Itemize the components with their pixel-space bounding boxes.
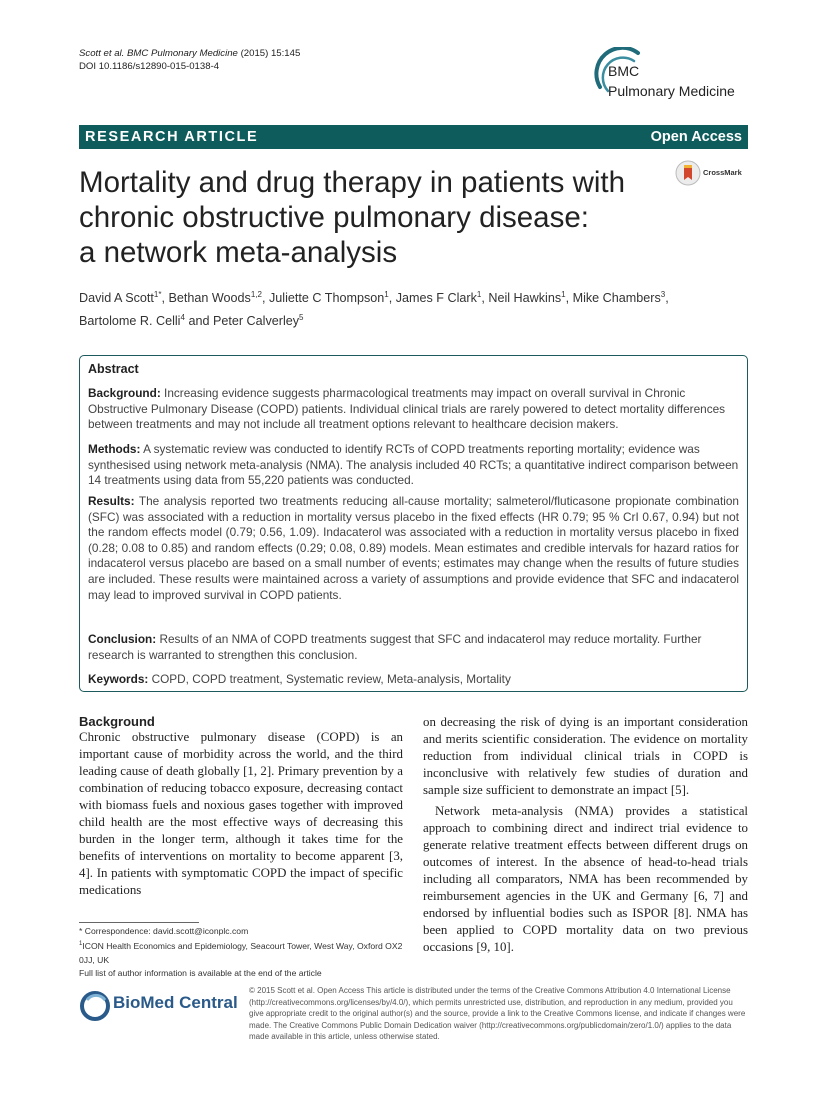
journal-logo-line2: Pulmonary Medicine — [608, 83, 735, 99]
abstract-background-label: Background: — [88, 386, 161, 400]
doi[interactable]: DOI 10.1186/s12890-015-0138-4 — [79, 61, 220, 72]
crossmark-label: CrossMark — [703, 168, 742, 177]
abstract-conclusion-text: Results of an NMA of COPD treatments suggest that SFC and indacaterol may reduce mortality. Further research is warranted to strengthen this conclusion. — [88, 632, 702, 662]
abstract-heading: Abstract — [88, 362, 139, 376]
author-list: David A Scott$^{1*}$, Bethan Woods$^{1,2}$, Juliette C Thompson$^1$, James F Clark$^1$, Neil Hawkins$^1$, Mike Chambers$^3$, Bartolome R. Celli$^4$ and Peter Calverley$^5$ — [79, 290, 669, 329]
publisher-name: BioMed Central — [113, 993, 238, 1012]
journal-logo-line1: BMC — [608, 63, 640, 79]
abstract-background-text: Increasing evidence suggests pharmacological treatments may impact on overall survival in Chronic Obstructive Pulmonary Disease (COPD) patients. Individual clinical trials are rarely powered to detect mortality differences between treatments and may not include all treatment options relevant to healthcare decision makers. — [88, 386, 726, 432]
body-paragraph: on decreasing the risk of dying is an important consideration and merits scientific consideration. The evidence on mortality reduction from individual clinical trials in COPD is inconclusive with relatively few studies of duration and sample size sufficient to demonstrate an impact [5]. — [423, 715, 748, 797]
citation-line — [79, 47, 300, 60]
crossmark-badge[interactable] — [675, 160, 753, 186]
abstract-box — [79, 355, 748, 692]
abstract-methods — [88, 442, 739, 489]
abstract-background — [88, 386, 739, 433]
body-right-column — [423, 714, 748, 956]
abstract-methods-label: Methods: — [88, 442, 141, 456]
publisher-logo[interactable] — [79, 988, 239, 1028]
footnote-divider — [79, 922, 199, 923]
correspondence-note[interactable]: * Correspondence: david.scott@iconplc.com — [79, 926, 249, 936]
abstract-results-label: Results: — [88, 494, 135, 508]
abstract-results — [88, 494, 739, 603]
author[interactable]: David A Scott$^{1*}$ — [79, 290, 162, 306]
author[interactable]: Bartolome R. Celli$^4$ — [79, 313, 185, 329]
author[interactable]: Mike Chambers$^3$ — [572, 290, 666, 306]
journal-logo[interactable] — [594, 47, 754, 103]
author-info-note: Full list of author information is available at the end of the article — [79, 968, 322, 979]
body-paragraph: Chronic obstructive pulmonary disease (COPD) is an important cause of morbidity across the world, and the third leading cause of death globally [1, 2]. Primary prevention by a combination of reducing tobacco exposure, decreasing contact with biomass fuels and noxious gases together with improved child health are the most effective ways of decreasing this burden in the longer term, although it takes time for the benefits of interventions on mortality to become apparent [3, 4]. In patients with symptomatic COPD the impact of specific medications — [79, 730, 403, 897]
footnotes — [79, 925, 409, 980]
biomed-central-logo-icon — [79, 990, 111, 1022]
author[interactable]: Bethan Woods$^{1,2}$ — [168, 290, 262, 306]
abstract-results-text: The analysis reported two treatments reducing all-cause mortality; salmeterol/fluticasone propionate combination (SFC) was associated with a reduction in mortality versus placebo in the fixed effects (HR 0.79; 95 % CrI 0.67, 0.94) but not the random effects model (0.79; 0.56, 1.09). Indacaterol was associated with a reduction in mortality versus placebo in fixed (0.28; 0.08 to 0.85) and random effects (0.29; 0.08, 0.89) models. Mean estimates and credible intervals for hazard ratios for indacaterol versus placebo are based on a small number of events; estimates may change when the results of future studies are included. These results were maintained across a variety of assumptions and provide evidence that SFC and indacaterol may lead to improved survival in COPD patients. — [88, 494, 739, 602]
body-paragraph: Network meta-analysis (NMA) provides a statistical approach to combining direct and indirect trial evidence to generate relative treatment effects between different drugs on outcomes of interest. In the absence of head-to-head trials including all comparators, NMA has been recommended by reimbursement agencies in the UK and Germany [6, 7] and endorsed by influential bodies such as ISPOR [8]. NMA has been applied to COPD mortality data on two previous occasions [9, 10]. — [423, 804, 748, 954]
title-line-1: Mortality and drug therapy in patients with — [79, 166, 626, 199]
abstract-conclusion-label: Conclusion: — [88, 632, 157, 646]
article-type-label: RESEARCH ARTICLE — [85, 129, 259, 145]
article-title — [79, 165, 669, 270]
open-access-label: Open Access — [650, 129, 742, 145]
article-type-banner — [79, 125, 748, 149]
citation-block — [79, 47, 300, 73]
abstract-keywords-text: COPD, COPD treatment, Systematic review, Meta-analysis, Mortality — [151, 672, 511, 686]
abstract-conclusion — [88, 632, 739, 663]
title-line-2: chronic obstructive pulmonary disease: — [79, 201, 589, 234]
body-left-column — [79, 714, 403, 899]
author[interactable]: James F Clark$^1$ — [395, 290, 482, 306]
authors-conjunction: and — [188, 314, 210, 329]
abstract-methods-text: A systematic review was conducted to identify RCTs of COPD treatments reporting mortality; evidence was synthesised using network meta-analysis (NMA). The analysis included 40 RCTs; a quantitative indirect comparison between 14 treatments using data from 55,220 patients was conducted. — [88, 442, 739, 488]
abstract-keywords-label: Keywords: — [88, 672, 149, 686]
author[interactable]: Peter Calverley$^5$ — [212, 313, 304, 329]
section-heading-background: Background — [79, 714, 155, 729]
license-statement: © 2015 Scott et al. Open Access This article is distributed under the terms of the Creative Commons Attribution 4.0 International License (http://creativecommons.org/licenses/by/4.0/), which permits unrestricted use, distribution, and reproduction in any medium, provided you give appropriate credit to the original author(s) and the source, provide a link to the Creative Commons license, and indicate if changes were made. The Creative Commons Public Domain Dedication waiver (http://creativecommons.org/publicdomain/zero/1.0/) applies to the data made available in this article, unless otherwise stated. — [249, 986, 746, 1042]
affiliation-note: $^1$ICON Health Economics and Epidemiology, Seacourt Tower, West Way, Oxford OX2 0JJ, UK — [79, 941, 403, 965]
citation-journal: Scott et al. BMC Pulmonary Medicine — [79, 48, 238, 59]
author[interactable]: Juliette C Thompson$^1$ — [268, 290, 389, 306]
title-line-3: a network meta-analysis — [79, 236, 398, 269]
crossmark-icon — [675, 160, 701, 186]
citation-rest: (2015) 15:145 — [237, 48, 301, 59]
abstract-keywords — [88, 672, 739, 688]
author[interactable]: Neil Hawkins$^1$ — [488, 290, 566, 306]
